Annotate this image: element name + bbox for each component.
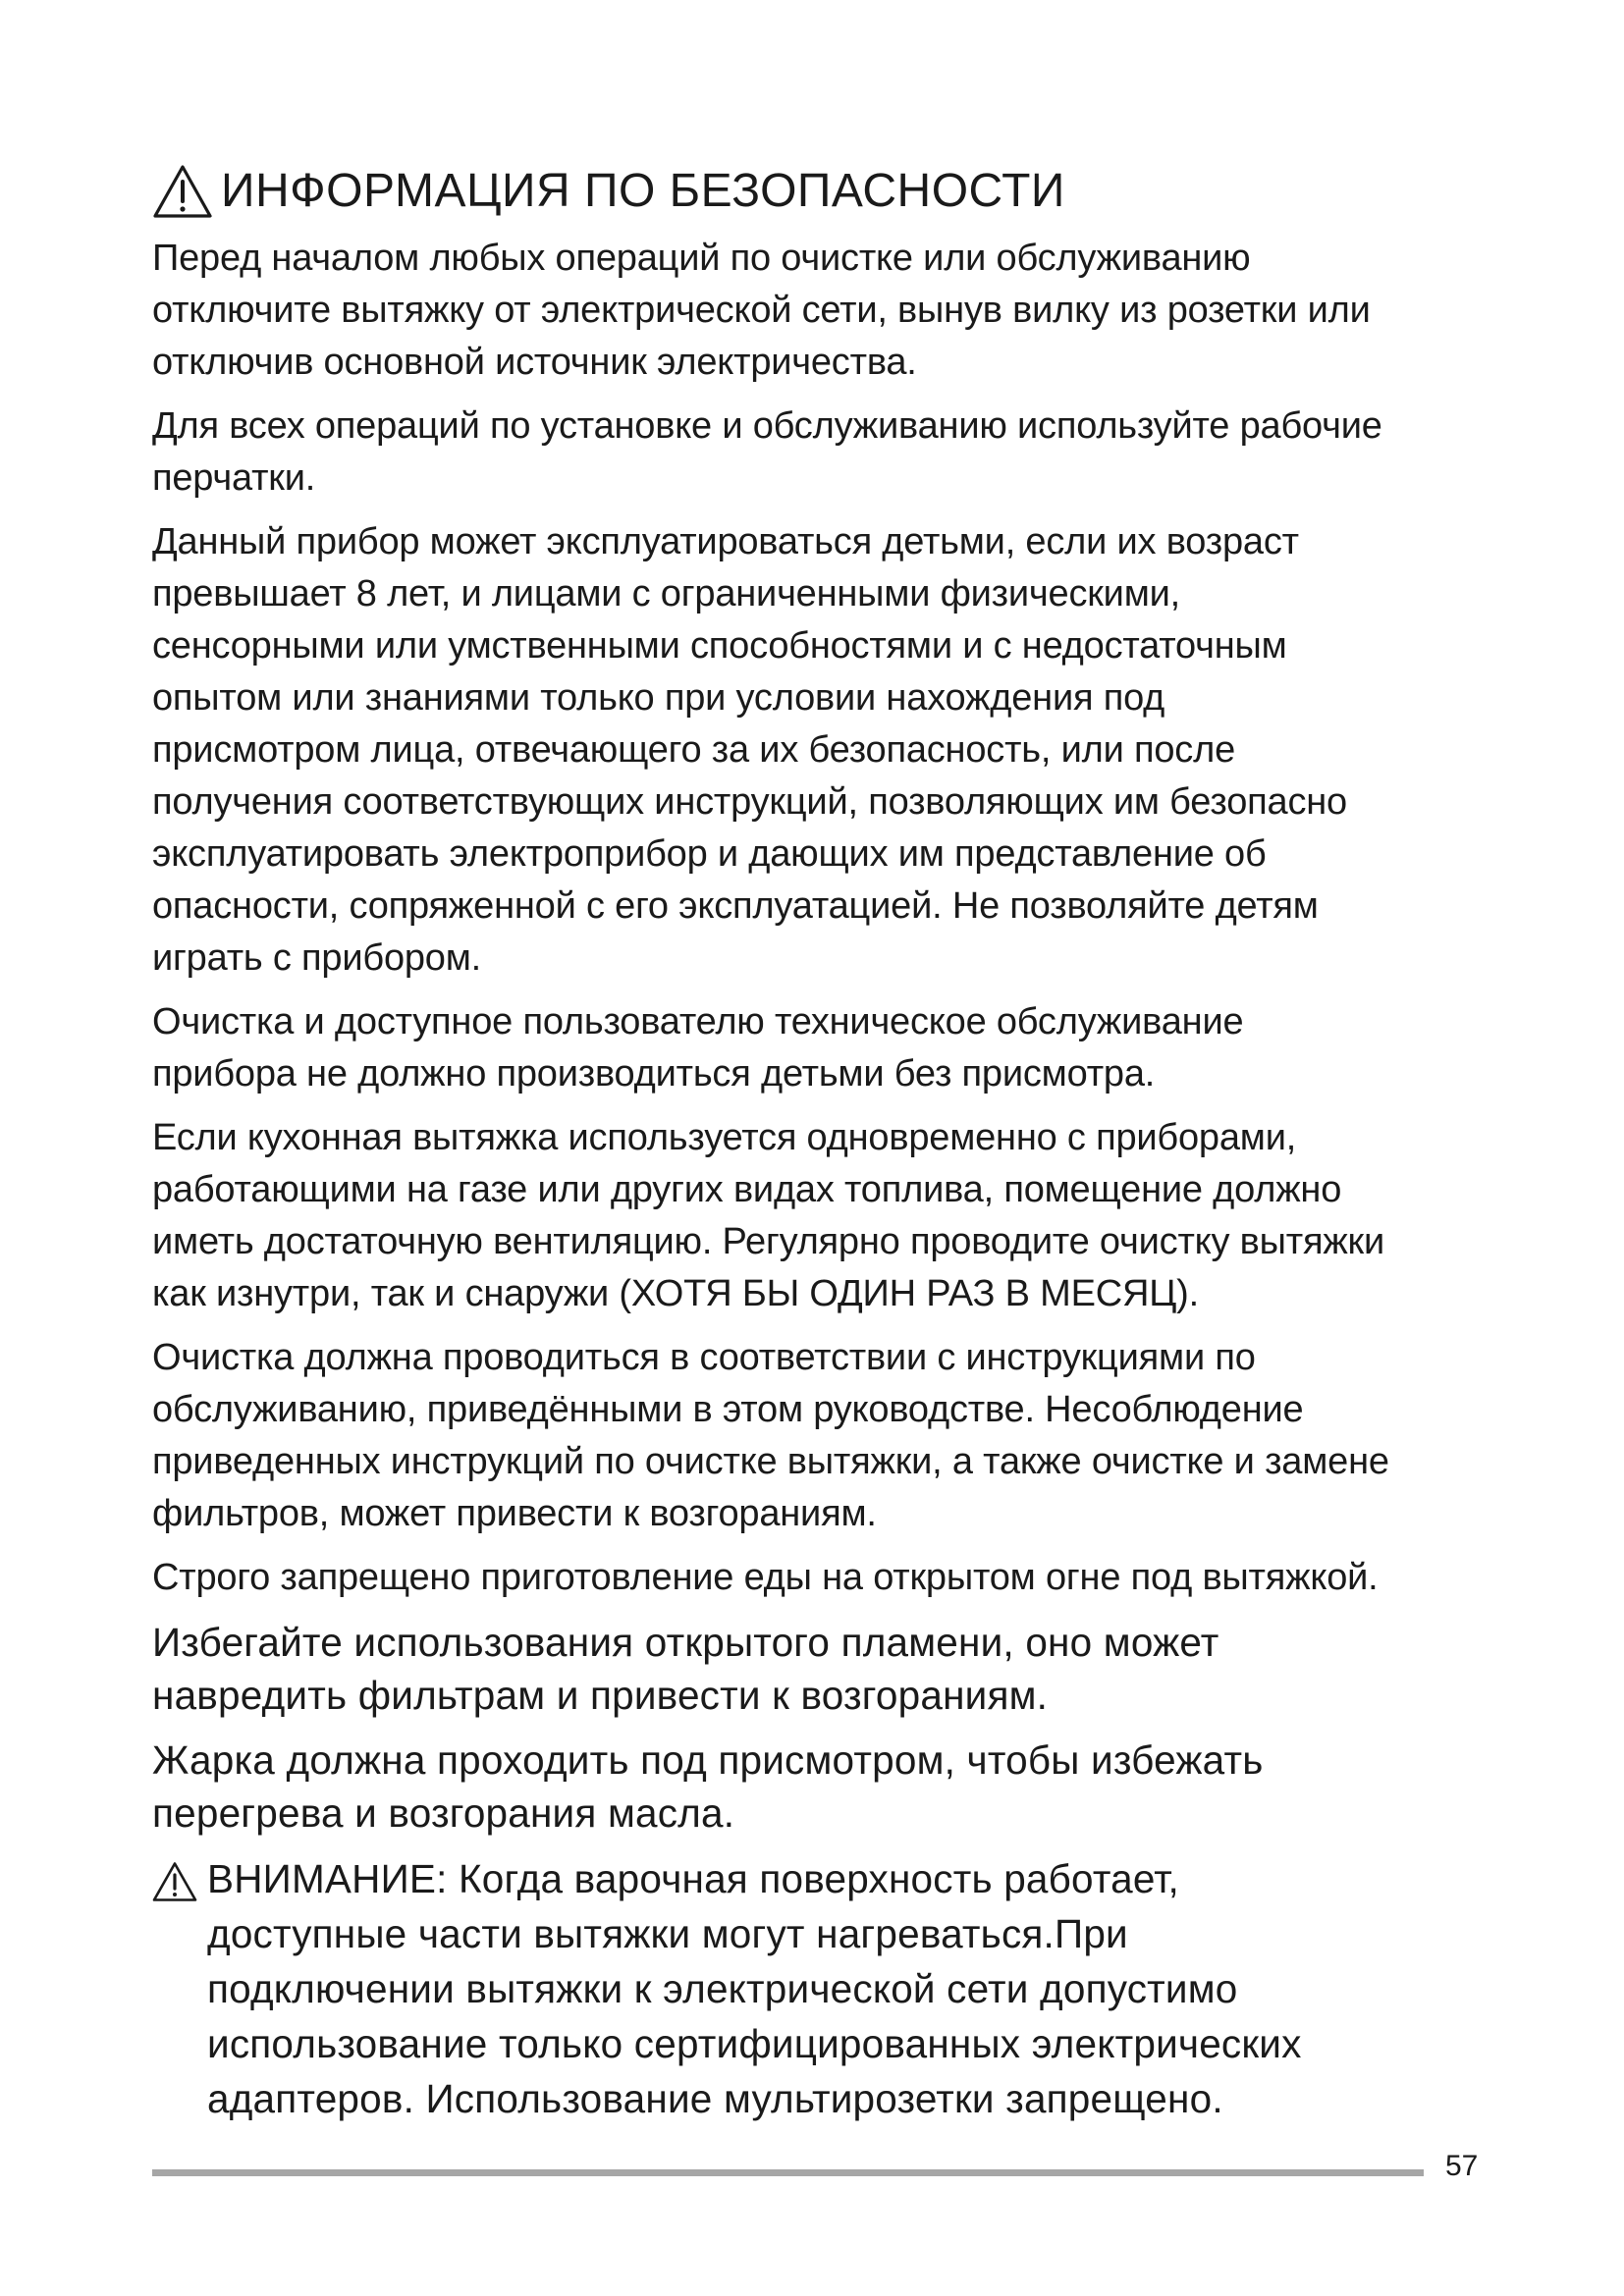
paragraph-open-fire: Строго запрещено приготовление еды на открытом огне под вытяжкой. bbox=[152, 1557, 1379, 1598]
paragraph-cleaning-children: Очистка и доступное пользователю техническое обслуживание прибора не должно производиться детьми без присмотра. bbox=[152, 1001, 1244, 1095]
page-number: 57 bbox=[1445, 2150, 1479, 2182]
paragraph-disconnect: Перед началом любых операций по очистке или обслуживанию отключите вытяжку от электрической сети, вынув вилку из розетки или отключив основной источник электричества. bbox=[152, 238, 1371, 383]
paragraph-cleaning-instructions: Очистка должна проводиться в соответствии с инструкциями по обслуживанию, приведёнными в этом руководстве. Несоблюдение приведенных инструкций по очистке вытяжки, а также очистке и замене фильтров, может привести к возгораниям. bbox=[152, 1337, 1389, 1534]
warning-triangle-icon bbox=[152, 164, 213, 219]
paragraph-frying: Жарка должна проходить под присмотром, чтобы избежать перегрева и возгорания масла. bbox=[152, 1737, 1264, 1836]
warning-triangle-icon bbox=[152, 1861, 197, 1902]
section-title-text: ИНФОРМАЦИЯ ПО БЕЗОПАСНОСТИ bbox=[221, 165, 1065, 217]
page-content bbox=[152, 162, 1488, 2126]
warning-block bbox=[152, 1851, 1488, 2126]
paragraph-gloves: Для всех операций по установке и обслуживанию используйте рабочие перчатки. bbox=[152, 405, 1382, 499]
paragraph-children-usage: Данный прибор может эксплуатироваться детьми, если их возраст превышает 8 лет, и лицами с ограниченными физическими, сенсорными или умственными способностями и с недостаточным опытом или знаниями только при условии нахождения под присмотром лица, отвечающего за их безопасность, или после получения соответствующих инструкций, позволяющих им безопасно эксплуатировать электроприбор и дающих им представление об опасности, сопряженной с его эксплуатацией. Не позволяйте детям играть с прибором. bbox=[152, 521, 1347, 979]
paragraph-avoid-flame: Избегайте использования открытого пламени, оно может навредить фильтрам и привести к возгораниям. bbox=[152, 1620, 1219, 1718]
warning-text: ВНИМАНИЕ: Когда варочная поверхность работает, доступные части вытяжки могут нагреваться.При подключении вытяжки к электрической сети допустимо использование только сертифицированных электрических адаптеров. Использование мультирозетки запрещено. bbox=[207, 1856, 1302, 2121]
footer-rule bbox=[152, 2169, 1424, 2176]
paragraph-ventilation: Если кухонная вытяжка используется одновременно с приборами, работающими на газе или других видах топлива, помещение должно иметь достаточную вентиляцию. Регулярно проводите очистку вытяжки как изнутри, так и снаружи (ХОТЯ БЫ ОДИН РАЗ В МЕСЯЦ). bbox=[152, 1117, 1385, 1314]
section-title bbox=[152, 162, 1488, 221]
